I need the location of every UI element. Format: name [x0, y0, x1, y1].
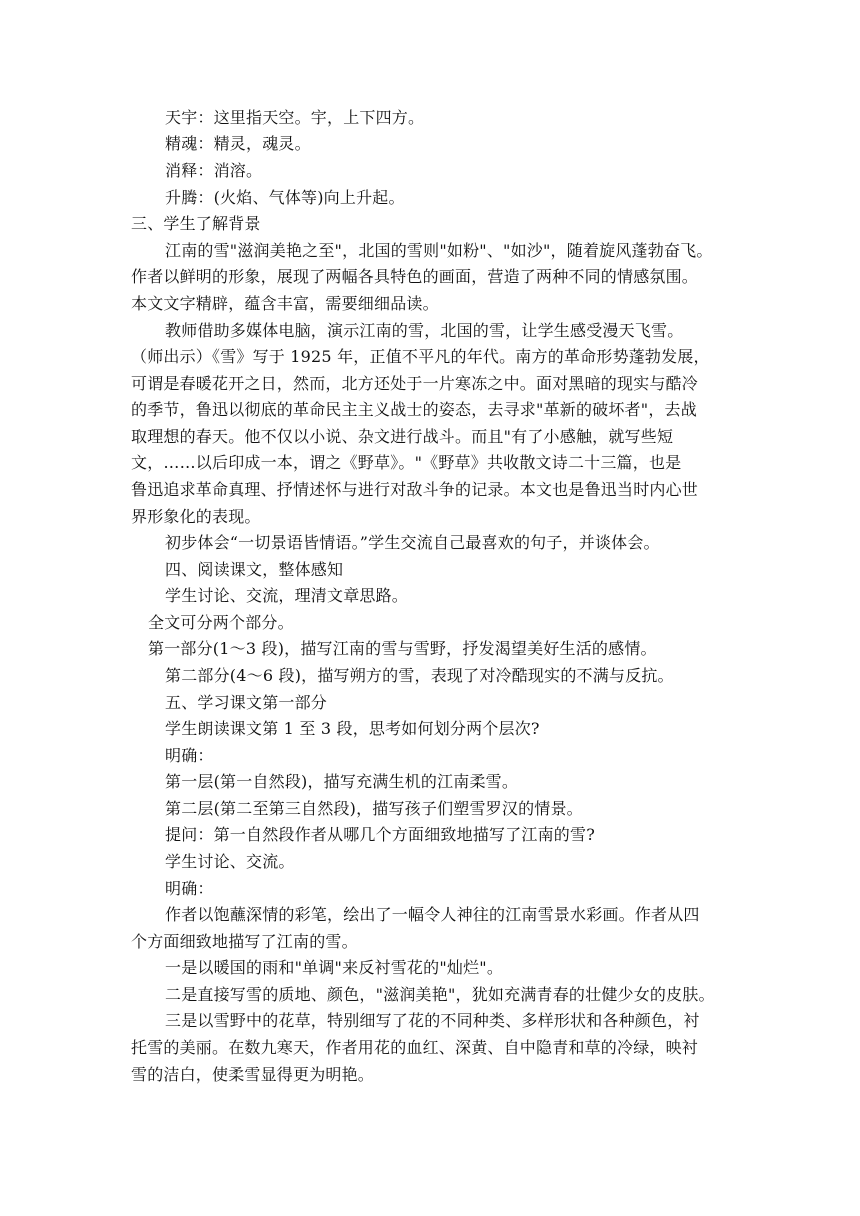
paragraph-line: 学生讨论、交流。 — [165, 852, 295, 871]
paragraph-line: 本文文字精辟，蕴含丰富，需要细细品读。 — [131, 294, 439, 313]
paragraph-line: 雪的洁白，使柔雪显得更为明艳。 — [131, 1065, 375, 1084]
paragraph-line: 第一层(第一自然段)，描写充满生机的江南柔雪。 — [165, 772, 519, 791]
paragraph-line: 可谓是春暖花开之日，然而，北方还处于一片寒冻之中。面对黑暗的现实与酷冷 — [131, 374, 699, 393]
paragraph-line: 教师借助多媒体电脑，演示江南的雪，北国的雪，让学生感受漫天飞雪。 — [165, 321, 684, 340]
paragraph-line: 二是直接写雪的质地、颜色，"滋润美艳"，犹如充满青春的壮健少女的皮肤。 — [165, 985, 715, 1004]
gloss-jinghun: 精魂：精灵，魂灵。 — [165, 134, 311, 153]
paragraph-line: 明确： — [165, 879, 214, 898]
paragraph-line: 鲁迅追求革命真理、抒情述怀与进行对敌斗争的记录。本文也是鲁迅当时内心世 — [131, 480, 699, 499]
paragraph-line: 江南的雪"滋润美艳之至"，北国的雪则"如粉"、"如沙"，随着旋风蓬勃奋飞。 — [165, 241, 713, 260]
paragraph-line: 三是以雪野中的花草，特别细写了花的不同种类、多样形状和各种颜色，衬 — [165, 1011, 700, 1030]
paragraph-line: 全文可分两个部分。 — [148, 613, 294, 632]
paragraph-line: 提问：第一自然段作者从哪几个方面细致地描写了江南的雪? — [165, 825, 595, 844]
paragraph-line: 明确： — [165, 746, 214, 765]
paragraph-line: （师出示）《雪》写于 1925 年，正值不平凡的年代。南方的革命形势蓬勃发展， — [131, 347, 710, 366]
gloss-shengteng: 升腾：(火焰、气体等)向上升起。 — [165, 188, 405, 207]
paragraph-line: 作者以饱蘸深情的彩笔，绘出了一幅令人神往的江南雪景水彩画。作者从四 — [165, 905, 700, 924]
paragraph-line: 的季节，鲁迅以彻底的革命民主主义战士的姿态，去寻求"革新的破坏者"，去战 — [131, 400, 697, 419]
section-heading-background: 三、学生了解背景 — [131, 214, 261, 233]
paragraph-line: 一是以暖国的雨和"单调"来反衬雪花的"灿烂"。 — [165, 958, 504, 977]
paragraph-line: 学生讨论、交流，理清文章思路。 — [165, 586, 409, 605]
paragraph-line: 文，……以后印成一本，谓之《野草》。"《野草》共收散文诗二十三篇，也是 — [131, 453, 682, 472]
paragraph-line: 第二层(第二至第三自然段)，描写孩子们塑雪罗汉的情景。 — [165, 799, 583, 818]
paragraph-line: 个方面细致地描写了江南的雪。 — [131, 932, 358, 951]
paragraph-line: 第一部分(1～3 段)，描写江南的雪与雪野，抒发渴望美好生活的感情。 — [148, 639, 657, 658]
section-heading-part-one: 五、学习课文第一部分 — [165, 693, 328, 712]
paragraph-line: 界形象化的表现。 — [131, 507, 261, 526]
gloss-tianyu: 天宇：这里指天空。宇，上下四方。 — [165, 108, 425, 127]
paragraph-line: 托雪的美丽。在数九寒天，作者用花的血红、深黄、自中隐青和草的冷绿，映衬 — [131, 1038, 699, 1057]
paragraph-line: 作者以鲜明的形象，展现了两幅各具特色的画面，营造了两种不同的情感氛围。 — [131, 267, 699, 286]
paragraph-line: 第二部分(4～6 段)，描写朔方的雪，表现了对冷酷现实的不满与反抗。 — [165, 666, 674, 685]
paragraph-line: 初步体会“一切景语皆情语。”学生交流自己最喜欢的句子，并谈体会。 — [165, 533, 660, 552]
paragraph-line: 学生朗读课文第 1 至 3 段，思考如何划分两个层次? — [165, 719, 540, 738]
section-heading-reading: 四、阅读课文，整体感知 — [165, 560, 344, 579]
paragraph-line: 取理想的春天。他不仅以小说、杂文进行战斗。而且"有了小感触，就写些短 — [131, 427, 674, 446]
gloss-xiaoshi: 消释：消溶。 — [165, 161, 263, 180]
